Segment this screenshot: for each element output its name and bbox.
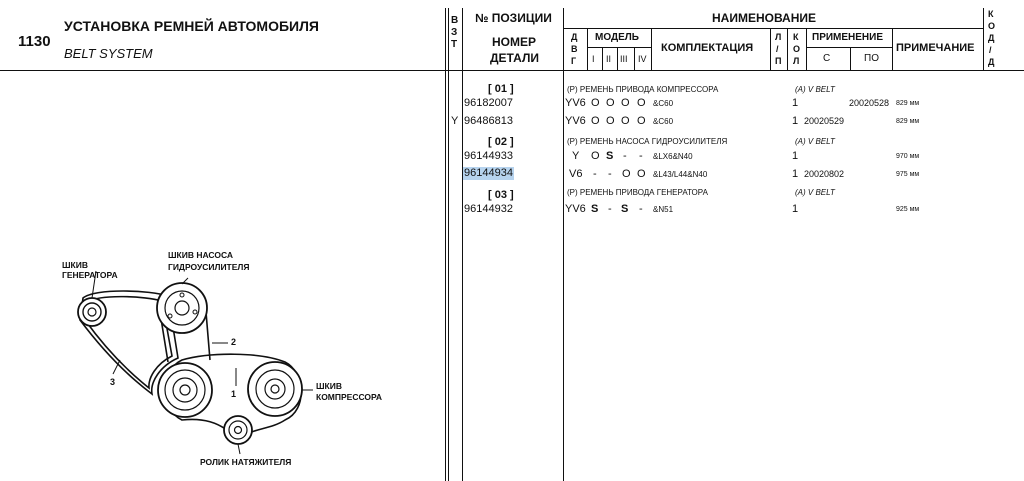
group-position-03: [ 03 ] bbox=[488, 189, 514, 201]
note-value: 925 мм bbox=[896, 206, 920, 213]
quantity: 1 bbox=[792, 115, 799, 127]
group-name-en-01: (A) V BELT bbox=[795, 85, 835, 94]
model-ii-value: - bbox=[608, 203, 612, 215]
model-iii-value: S bbox=[621, 203, 629, 215]
model-iii-value: O bbox=[621, 97, 630, 109]
model-ii-value: - bbox=[608, 168, 612, 180]
part-number[interactable]: 96182007 bbox=[464, 97, 513, 109]
engine-code: Y bbox=[572, 150, 580, 162]
model-ii-value: S bbox=[606, 150, 614, 162]
label-tensioner: РОЛИК НАТЯЖИТЕЛЯ bbox=[200, 457, 292, 467]
model-ii-value: O bbox=[606, 115, 615, 127]
header-qty-1: К bbox=[793, 32, 799, 42]
usage-divider bbox=[806, 47, 892, 48]
header-note: ПРИМЕЧАНИЕ bbox=[896, 42, 975, 54]
col-model-end bbox=[651, 28, 652, 70]
group-position-02: [ 02 ] bbox=[488, 136, 514, 148]
model-iii-value: - bbox=[623, 150, 627, 162]
label-generator-2: ГЕНЕРАТОРА bbox=[62, 270, 118, 280]
group-position-01: [ 01 ] bbox=[488, 83, 514, 95]
config-value: &C60 bbox=[653, 117, 674, 126]
group-name-en-03: (A) V BELT bbox=[795, 188, 835, 197]
header-qty-3: Л bbox=[793, 56, 800, 66]
usage-to: 20020528 bbox=[849, 98, 890, 108]
header-model-iv: IV bbox=[638, 54, 647, 64]
engine-code: V6 bbox=[569, 168, 583, 180]
note-value: 829 мм bbox=[896, 118, 920, 125]
crankshaft-pulley bbox=[158, 363, 212, 417]
header-qty-2: О bbox=[793, 44, 801, 54]
label-power-steering-2: ГИДРОУСИЛИТЕЛЯ bbox=[168, 262, 250, 272]
header-code-3: Д bbox=[988, 33, 995, 43]
engine-code: YV6 bbox=[565, 115, 586, 127]
config-value: &C60 bbox=[653, 99, 674, 108]
part-number-selected[interactable]: 96144934 bbox=[464, 167, 513, 179]
callout-3: 3 bbox=[110, 377, 116, 387]
callout-2: 2 bbox=[231, 337, 237, 347]
model-iv-value: - bbox=[639, 150, 643, 162]
col-note-end bbox=[983, 8, 984, 70]
model-ii-value: O bbox=[606, 97, 615, 109]
header-usage-from: С bbox=[823, 53, 831, 64]
col-engine-border bbox=[587, 28, 588, 70]
group-description-03: (P) РЕМЕНЬ ПРИВОДА ГЕНЕРАТОРА bbox=[567, 188, 708, 197]
header-lp-2: / bbox=[776, 44, 779, 54]
section-number: 1130 bbox=[18, 33, 51, 50]
header-engine-1: Д bbox=[571, 32, 578, 42]
header-code-5: Д bbox=[988, 57, 995, 67]
label-compressor-2: КОМПРЕССОРА bbox=[316, 392, 383, 402]
left-panel-border bbox=[445, 8, 446, 481]
header-engine-2: В bbox=[571, 44, 578, 54]
header-engine-3: Г bbox=[571, 56, 577, 66]
header-usage: ПРИМЕНЕНИЕ bbox=[812, 32, 884, 43]
header-code-1: К bbox=[988, 9, 994, 19]
header-lp-3: П bbox=[775, 56, 782, 66]
col-part-border bbox=[563, 8, 564, 481]
header-model-i: I bbox=[592, 54, 595, 64]
model-divider bbox=[587, 47, 651, 48]
header-model-iii: III bbox=[620, 54, 628, 64]
quantity: 1 bbox=[792, 168, 799, 180]
model-iv-value: O bbox=[637, 97, 646, 109]
model-i-value: O bbox=[591, 115, 600, 127]
header-model: МОДЕЛЬ bbox=[595, 32, 639, 43]
col-config-end bbox=[770, 28, 771, 70]
compressor-pulley bbox=[248, 362, 302, 416]
model-iv-value: O bbox=[637, 168, 646, 180]
part-number[interactable]: 96486813 bbox=[464, 115, 513, 127]
group-description-02: (P) РЕМЕНЬ НАСОСА ГИДРОУСИЛИТЕЛЯ bbox=[567, 137, 728, 146]
model-iv-value: O bbox=[637, 115, 646, 127]
usage-from: 20020529 bbox=[804, 116, 845, 126]
col-vzt-border bbox=[462, 8, 463, 481]
part-number[interactable]: 96144932 bbox=[464, 203, 513, 215]
left-panel-border-2 bbox=[448, 8, 449, 481]
model-i-value: O bbox=[591, 150, 600, 162]
engine-code: YV6 bbox=[565, 97, 586, 109]
header-model-ii: II bbox=[606, 54, 612, 64]
note-value: 970 мм bbox=[896, 153, 920, 160]
col-usage-mid bbox=[850, 47, 851, 70]
model-iii-value: O bbox=[622, 168, 631, 180]
col-model-iii bbox=[634, 47, 635, 70]
config-value: &L43/L44&N40 bbox=[653, 170, 708, 179]
page-subtitle: BELT SYSTEM bbox=[64, 46, 153, 61]
header-vzt-2: З bbox=[451, 27, 458, 38]
model-i-value: O bbox=[591, 97, 600, 109]
header-lp-1: Л bbox=[775, 32, 782, 42]
model-iv-value: - bbox=[639, 203, 643, 215]
group-description-01: (P) РЕМЕНЬ ПРИВОДА КОМПРЕССОРА bbox=[567, 85, 719, 94]
header-name: НАИМЕНОВАНИЕ bbox=[712, 11, 816, 25]
engine-code: YV6 bbox=[565, 203, 586, 215]
col-usage-end bbox=[892, 28, 893, 70]
header-top-divider bbox=[563, 28, 983, 29]
belt-diagram bbox=[0, 71, 444, 481]
header-code-4: / bbox=[989, 45, 992, 55]
model-iii-value: O bbox=[621, 115, 630, 127]
group-name-en-02: (A) V BELT bbox=[795, 137, 835, 146]
header-code-2: О bbox=[988, 21, 996, 31]
col-lp-end bbox=[787, 28, 788, 70]
col-model-ii bbox=[617, 47, 618, 70]
header-vzt-1: В bbox=[451, 15, 459, 26]
col-qty-end bbox=[806, 28, 807, 70]
note-value: 829 мм bbox=[896, 100, 920, 107]
quantity: 1 bbox=[792, 150, 799, 162]
header-vzt-3: Т bbox=[451, 39, 458, 50]
header-usage-to: ПО bbox=[864, 53, 879, 64]
row-vzt: Y bbox=[451, 115, 459, 127]
power-steering-pulley bbox=[157, 283, 207, 333]
note-value: 975 мм bbox=[896, 171, 920, 178]
usage-from: 20020802 bbox=[804, 169, 845, 179]
col-model-i bbox=[602, 47, 603, 70]
config-value: &LX6&N40 bbox=[653, 152, 693, 161]
config-value: &N51 bbox=[653, 205, 674, 214]
header-config: КОМПЛЕКТАЦИЯ bbox=[661, 42, 754, 54]
header-part-number-1: НОМЕР bbox=[492, 35, 537, 49]
model-i-value: S bbox=[591, 203, 599, 215]
label-compressor-1: ШКИВ bbox=[316, 381, 342, 391]
header-part-number-2: ДЕТАЛИ bbox=[490, 51, 539, 65]
model-i-value: - bbox=[593, 168, 597, 180]
part-number[interactable]: 96144933 bbox=[464, 150, 513, 162]
header-position: № ПОЗИЦИИ bbox=[475, 11, 552, 25]
generator-pulley bbox=[78, 298, 106, 326]
quantity: 1 bbox=[792, 203, 799, 215]
quantity: 1 bbox=[792, 97, 799, 109]
tensioner-pulley bbox=[224, 416, 252, 444]
label-power-steering-1: ШКИВ НАСОСА bbox=[168, 250, 234, 260]
callout-1: 1 bbox=[231, 389, 237, 399]
label-generator-1: ШКИВ bbox=[62, 260, 88, 270]
page-title: УСТАНОВКА РЕМНЕЙ АВТОМОБИЛЯ bbox=[64, 18, 319, 34]
